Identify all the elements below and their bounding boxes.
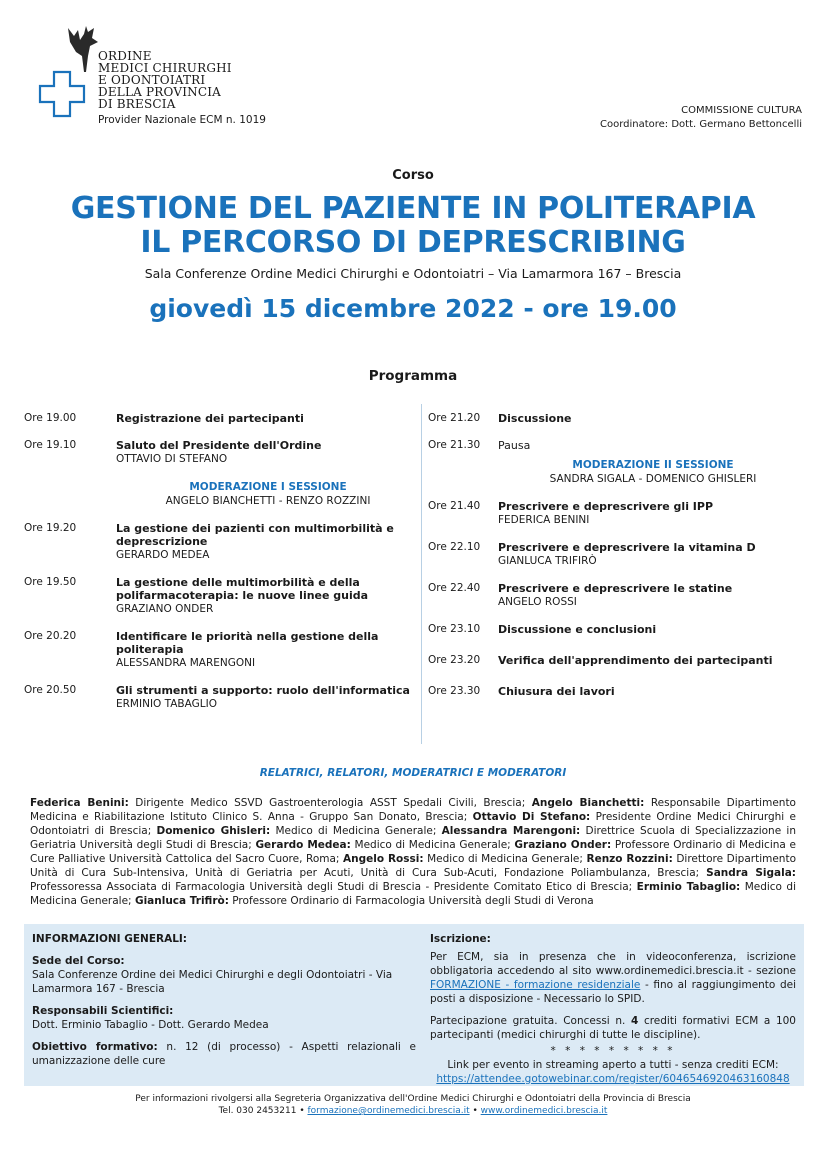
- item-talk: Prescrivere e deprescrivere la vitamina D: [498, 541, 756, 554]
- org-name-line: DI BRESCIA: [98, 97, 176, 111]
- seat-text: Sala Conferenze Ordine dei Medici Chirurghi e degli Odontoiatri - Via Lamarmora 167 - Brescia: [32, 969, 393, 995]
- org-name-line: E ODONTOIATRI: [98, 73, 206, 87]
- program-item: [24, 412, 420, 425]
- bio-desc: Professoressa Associata di Farmacologia Università degli Studi di Brescia - Presidente Comitato Etico di Brescia;: [30, 881, 633, 893]
- bio-desc: Medico di Medicina Generale;: [275, 825, 437, 837]
- item-speaker: ANGELO ROSSI: [498, 596, 577, 608]
- speaker-bios: [30, 796, 796, 908]
- program-item: [24, 576, 420, 616]
- event-date: giovedì 15 dicembre 2022 - ore 19.00: [149, 294, 677, 323]
- org-name-line: DELLA PROVINCIA: [98, 85, 222, 99]
- item-talk: Discussione: [498, 412, 572, 425]
- bio-name: Domenico Ghisleri:: [156, 825, 271, 837]
- item-time: Ore 19.50: [24, 576, 77, 588]
- bio-desc: Professore Ordinario di Farmacologia Università degli Studi di Verona: [232, 895, 594, 907]
- column-divider: [421, 404, 422, 744]
- bio-desc: Presidente Ordine Medici Chirurghi e Odontoiatri di Brescia;: [30, 811, 797, 837]
- objective-text: n. 12 (di processo) - Aspetti relazionali e umanizzazione delle cure: [32, 1041, 416, 1067]
- program-item: [24, 630, 420, 670]
- item-time: Ore 19.10: [24, 439, 77, 451]
- info-general: [32, 932, 416, 1076]
- coordinator: Coordinatore: Dott. Germano Bettoncelli: [599, 119, 802, 130]
- program-item: [24, 522, 420, 562]
- item-talk: Verifica dell'apprendimento dei partecipanti: [498, 654, 773, 667]
- separator-stars: * * * * * * * * *: [550, 1045, 676, 1057]
- registration-title: Iscrizione:: [430, 933, 491, 945]
- bio-desc: Medico di Medicina Generale;: [30, 881, 797, 907]
- item-speaker: ERMINIO TABAGLIO: [116, 698, 217, 710]
- objective-title: Obiettivo formativo:: [32, 1041, 158, 1053]
- bio-name: Angelo Bianchetti:: [531, 797, 645, 809]
- item-talk: Discussione e conclusioni: [498, 623, 657, 636]
- program-item: [428, 654, 808, 667]
- footer-email-link[interactable]: formazione@ordinemedici.brescia.it: [307, 1106, 470, 1116]
- bio-desc: Medico di Medicina Generale;: [354, 839, 511, 851]
- program-item: [428, 541, 808, 568]
- item-time: Ore 22.40: [428, 582, 481, 594]
- item-talk: Prescrivere e deprescrivere gli IPP: [498, 500, 714, 513]
- item-talk: Chiusura dei lavori: [498, 685, 615, 698]
- info-registration: [430, 932, 796, 1086]
- registration-link[interactable]: FORMAZIONE - formazione residenziale: [430, 979, 641, 991]
- item-time: Ore 23.30: [428, 685, 481, 697]
- footer-website-link[interactable]: www.ordinemedici.brescia.it: [480, 1106, 608, 1116]
- item-time: Ore 22.10: [428, 541, 481, 553]
- bio-name: Erminio Tabaglio:: [636, 881, 741, 893]
- bio-desc: Professore Ordinario di Medicina e Cure Palliative Università Cattolica del Sacro Cuore, Roma;: [30, 839, 796, 865]
- event-title: [0, 192, 826, 260]
- program-item: [428, 412, 808, 425]
- provider-number: Provider Nazionale ECM n. 1019: [98, 114, 266, 126]
- item-talk: Pausa: [498, 439, 531, 452]
- moderation-title: MODERAZIONE I SESSIONE: [189, 481, 347, 493]
- item-talk: Gli strumenti a supporto: ruolo dell'informatica: [116, 684, 410, 697]
- streaming-text: Link per evento in streaming aperto a tutti - senza crediti ECM:: [447, 1059, 779, 1071]
- item-talk: Saluto del Presidente dell'Ordine: [116, 439, 322, 452]
- credits-count: 4: [630, 1015, 639, 1027]
- bio-name: Ottavio Di Stefano:: [472, 811, 591, 823]
- footer: [0, 1093, 826, 1117]
- item-time: Ore 20.20: [24, 630, 77, 642]
- item-speaker: ALESSANDRA MARENGONI: [116, 657, 256, 669]
- program-left-column: [24, 412, 420, 725]
- event-type: Corso: [392, 168, 434, 183]
- title-line-1: GESTIONE DEL PAZIENTE IN POLITERAPIA: [70, 191, 756, 226]
- program-item: [428, 685, 808, 698]
- scientific-title: Responsabili Scientifici:: [32, 1005, 174, 1017]
- speakers-title: RELATRICI, RELATORI, MODERATRICI E MODERATORI: [259, 767, 567, 779]
- item-speaker: GIANLUCA TRIFIRÒ: [498, 555, 597, 567]
- commission-name: COMMISSIONE CULTURA: [681, 105, 802, 116]
- seat-title: Sede del Corso:: [32, 955, 125, 967]
- bio-desc: Dirigente Medico SSVD Gastroenterologia ASST Spedali Civili, Brescia;: [135, 797, 526, 809]
- org-name-line: ORDINE: [98, 49, 152, 63]
- item-talk: Prescrivere e deprescrivere le statine: [498, 582, 733, 595]
- bio-name: Federica Benini:: [30, 797, 129, 809]
- moderation-title: MODERAZIONE II SESSIONE: [572, 459, 734, 471]
- program-title: Programma: [368, 368, 458, 384]
- item-speaker: FEDERICA BENINI: [498, 514, 590, 526]
- item-speaker: OTTAVIO DI STEFANO: [116, 453, 228, 465]
- item-talk: La gestione dei pazienti con multimorbilità e deprescrizione: [116, 522, 394, 548]
- registration-text: Per ECM, sia in presenza che in videoconferenza, iscrizione obbligatoria accedendo al sito www.ordinemedici.brescia.it - sezione: [430, 951, 796, 977]
- event-venue: Sala Conferenze Ordine Medici Chirurghi e Odontoiatri – Via Lamarmora 167 – Brescia: [144, 266, 682, 281]
- program-item: [428, 582, 808, 609]
- org-logo: [38, 22, 298, 132]
- bio-desc: Responsabile Dipartimento Medicina e Riabilitazione Istituto Clinico S. Anna - Gruppo San Donato, Brescia;: [30, 797, 796, 823]
- item-talk: Registrazione dei partecipanti: [116, 412, 304, 425]
- bio-name: Renzo Rozzini:: [586, 853, 673, 865]
- info-general-title: INFORMAZIONI GENERALI:: [32, 933, 188, 945]
- participation-text-end: crediti formativi ECM a 100 partecipanti (medici chirurghi di tutte le discipline).: [430, 1015, 796, 1041]
- bio-desc: Direttrice Scuola di Specializzazione in Geriatria Università degli Studi di Brescia;: [30, 825, 796, 851]
- bio-name: Graziano Onder:: [514, 839, 612, 851]
- footer-sep: •: [299, 1106, 305, 1116]
- title-line-2: IL PERCORSO DI DEPRESCRIBING: [140, 225, 686, 260]
- footer-sep: •: [472, 1106, 478, 1116]
- moderation-session-1: [24, 480, 420, 508]
- streaming-link[interactable]: https://attendee.gotowebinar.com/register/6046546920463160848: [436, 1073, 790, 1085]
- item-time: Ore 19.00: [24, 412, 77, 424]
- bio-desc: Direttore Dipartimento Unità di Cura Sub-Intensiva, Unità di Geriatria per Acuti, Unità di Cura Sub-Acuti, Fondazione Poliambulanza, Brescia;: [30, 853, 796, 879]
- commission-block: [600, 104, 802, 132]
- footer-tel: Tel. 030 2453211: [218, 1106, 297, 1116]
- item-time: Ore 21.40: [428, 500, 481, 512]
- bio-name: Angelo Rossi:: [343, 853, 424, 865]
- participation-text: Partecipazione gratuita. Concessi n.: [430, 1015, 626, 1027]
- item-time: Ore 21.30: [428, 439, 481, 451]
- item-talk: Identificare le priorità nella gestione della politerapia: [116, 630, 379, 656]
- item-time: Ore 23.10: [428, 623, 481, 635]
- item-talk: La gestione delle multimorbilità e della polifarmacoterapia: le nuove linee guida: [116, 576, 369, 602]
- bio-name: Gerardo Medea:: [255, 839, 351, 851]
- moderation-names: SANDRA SIGALA - DOMENICO GHISLERI: [549, 473, 757, 485]
- moderation-names: ANGELO BIANCHETTI - RENZO ROZZINI: [165, 495, 371, 507]
- program-right-column: [428, 412, 808, 712]
- item-time: Ore 20.50: [24, 684, 77, 696]
- registration-text-end: - fino al raggiungimento dei posti a disposizione - Necessario lo SPID.: [430, 979, 796, 1005]
- item-time: Ore 21.20: [428, 412, 481, 424]
- bio-name: Alessandra Marengoni:: [441, 825, 581, 837]
- program-item: [24, 684, 420, 711]
- program-item: [428, 500, 808, 527]
- item-time: Ore 19.20: [24, 522, 77, 534]
- scientific-text: Dott. Erminio Tabaglio - Dott. Gerardo Medea: [32, 1019, 269, 1031]
- footer-info: Per informazioni rivolgersi alla Segreteria Organizzativa dell'Ordine Medici Chirurghi e Odontoiatri della Provincia di Brescia: [135, 1094, 691, 1104]
- medical-cross-icon: [38, 70, 86, 118]
- program-item: [428, 623, 808, 636]
- bio-name: Sandra Sigala:: [706, 867, 796, 879]
- bio-name: Gianluca Trifirò:: [134, 895, 229, 907]
- org-name-line: MEDICI CHIRURGHI: [98, 61, 232, 75]
- item-speaker: GRAZIANO ONDER: [116, 603, 214, 615]
- item-speaker: GERARDO MEDEA: [116, 549, 210, 561]
- moderation-session-2: [428, 458, 808, 486]
- org-name: [98, 50, 232, 110]
- program-item: [428, 439, 808, 452]
- item-time: Ore 23.20: [428, 654, 481, 666]
- program-item: [24, 439, 420, 466]
- bio-desc: Medico di Medicina Generale;: [427, 853, 583, 865]
